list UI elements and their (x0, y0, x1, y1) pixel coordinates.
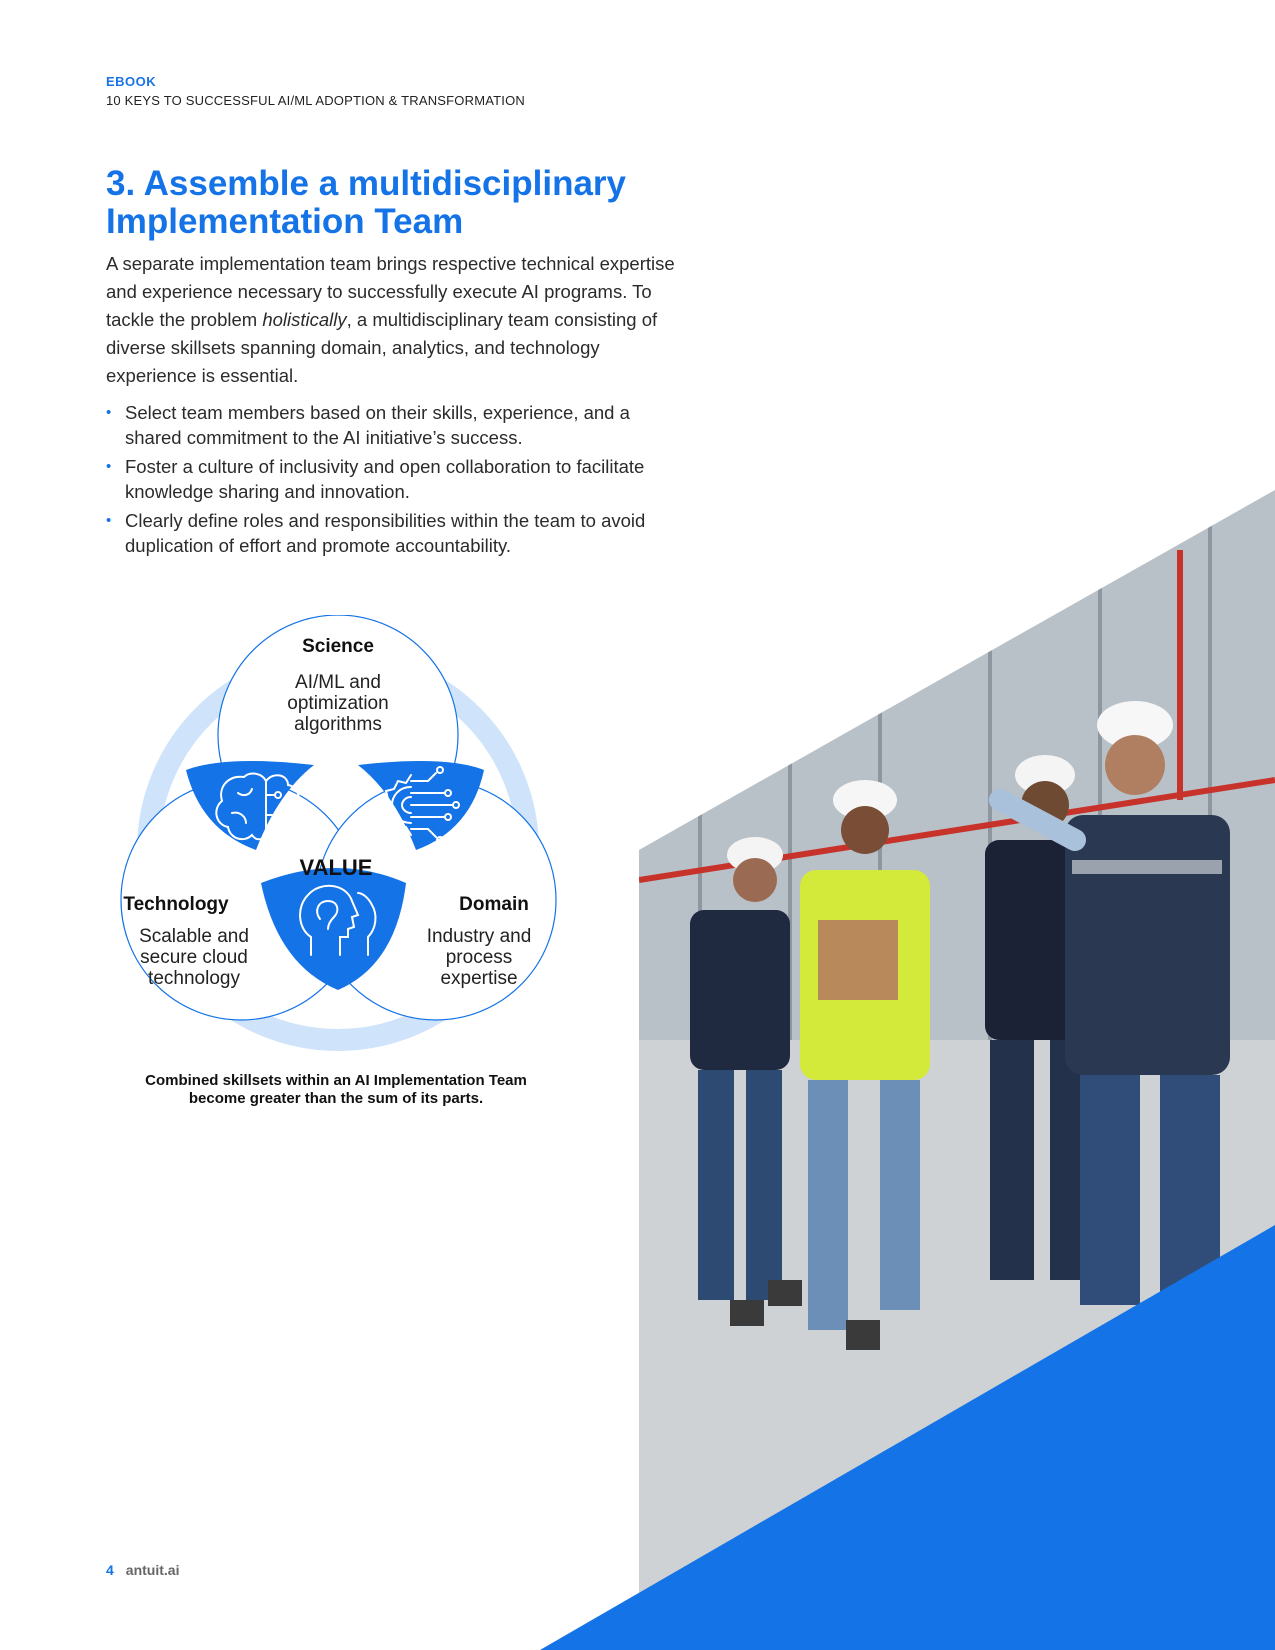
technology-desc-line1: Scalable and (139, 926, 249, 947)
page-number: 4 (106, 1562, 114, 1578)
bullet-marker: • (106, 404, 112, 421)
domain-desc-line2: process (445, 947, 513, 968)
footer-site: antuit.ai (125, 1562, 180, 1578)
bullet-text: Foster a culture of inclusivity and open collaboration to facilitate knowledge sharing and innovation. (125, 456, 645, 502)
value-label: VALUE (299, 855, 373, 880)
ebook-subtitle: 10 KEYS TO SUCCESSFUL AI/ML ADOPTION & TRANSFORMATION (106, 93, 525, 108)
intro-text-start: A separate implementation team brings respective technical expertise and experience necessary to successfully execute AI programs. To tackle the problem (106, 253, 675, 330)
technology-title: Technology (123, 894, 229, 915)
technology-desc-line2: secure cloud (140, 947, 248, 968)
bullet-marker: • (106, 512, 112, 529)
science-desc-line2: optimization (287, 693, 389, 714)
bullet-text: Clearly define roles and responsibilities within the team to avoid duplication of effort and promote accountability. (125, 510, 646, 556)
technology-desc-line3: technology (148, 968, 240, 989)
ebook-label: EBOOK (106, 74, 157, 89)
section-title: 3. Assemble a multidisciplinary Implementation Team (106, 164, 627, 241)
domain-title: Domain (459, 894, 529, 915)
intro-emphasis: holistically (262, 309, 347, 330)
page-footer (106, 1562, 179, 1578)
domain-desc-line3: expertise (440, 968, 518, 989)
caption-line-1: Combined skillsets within an AI Implementation Team (145, 1072, 527, 1089)
caption-line-2: become greater than the sum of its parts. (188, 1090, 484, 1107)
domain-desc-line1: Industry and (426, 926, 532, 947)
science-title: Science (302, 636, 374, 657)
bullet-marker: • (106, 458, 112, 475)
science-desc-line3: algorithms (294, 714, 382, 735)
bullet-text: Select team members based on their skills, experience, and a shared commitment to the AI initiative’s success. (125, 402, 630, 448)
science-desc-line1: AI/ML and (295, 672, 381, 693)
intro-text-end: , a multidisciplinary team consisting of diverse skillsets spanning domain, analytics, and technology experience is essential. (106, 309, 658, 386)
